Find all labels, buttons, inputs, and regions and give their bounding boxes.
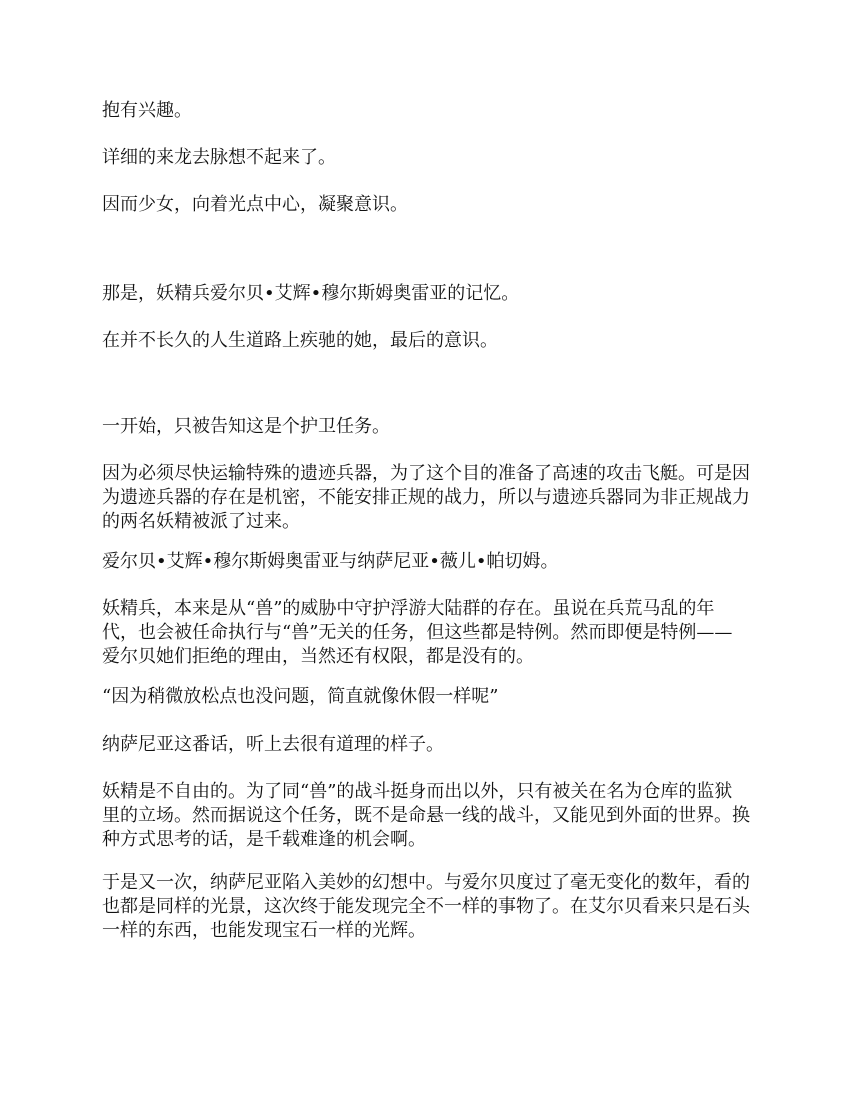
paragraph-10: “因为稍微放松点也没问题，简直就像休假一样呢” <box>102 686 499 707</box>
paragraph-4: 那是，妖精兵爱尔贝•艾辉•穆尔斯姆奥雷亚的记忆。 <box>102 283 520 304</box>
paragraph-7: 因为必须尽快运输特殊的遗迹兵器，为了这个目的准备了高速的攻击飞艇。可是因为遗迹兵器的存在是机密，不能安排正规的战力，所以与遗迹兵器同为非正规战力的两名妖精被派了过来。 <box>102 463 750 532</box>
paragraph-12: 妖精是不自由的。为了同“兽”的战斗挺身而出以外，只有被关在名为仓库的监狱里的立场。然而据说这个任务，既不是命悬一线的战斗，又能见到外面的世界。换种方式思考的话，是千载难逢的机会啊。 <box>102 781 750 850</box>
paragraph-1: 抱有兴趣。 <box>102 100 192 121</box>
paragraph-13: 于是又一次，纳萨尼亚陷入美妙的幻想中。与爱尔贝度过了毫无变化的数年，看的也都是同样的光景，这次终于能发现完全不一样的事物了。在艾尔贝看来只是石头一样的东西，也能发现宝石一样的光辉。 <box>102 872 750 941</box>
paragraph-2: 详细的来龙去脉想不起来了。 <box>102 147 336 168</box>
paragraph-3: 因而少女，向着光点中心，凝聚意识。 <box>102 194 408 215</box>
paragraph-9: 妖精兵，本来是从“兽”的威胁中守护浮游大陆群的存在。虽说在兵荒马乱的年代，也会被任命执行与“兽”无关的任务，但这些都是特例。然而即便是特例——爱尔贝她们拒绝的理由，当然还有权限，都是没有的。 <box>102 598 733 667</box>
paragraph-5: 在并不长久的人生道路上疾驰的她，最后的意识。 <box>102 330 498 351</box>
paragraph-11: 纳萨尼亚这番话，听上去很有道理的样子。 <box>102 734 444 755</box>
paragraph-6: 一开始，只被告知这是个护卫任务。 <box>102 416 390 437</box>
paragraph-8: 爱尔贝•艾辉•穆尔斯姆奥雷亚与纳萨尼亚•薇儿•帕切姆。 <box>102 551 559 572</box>
